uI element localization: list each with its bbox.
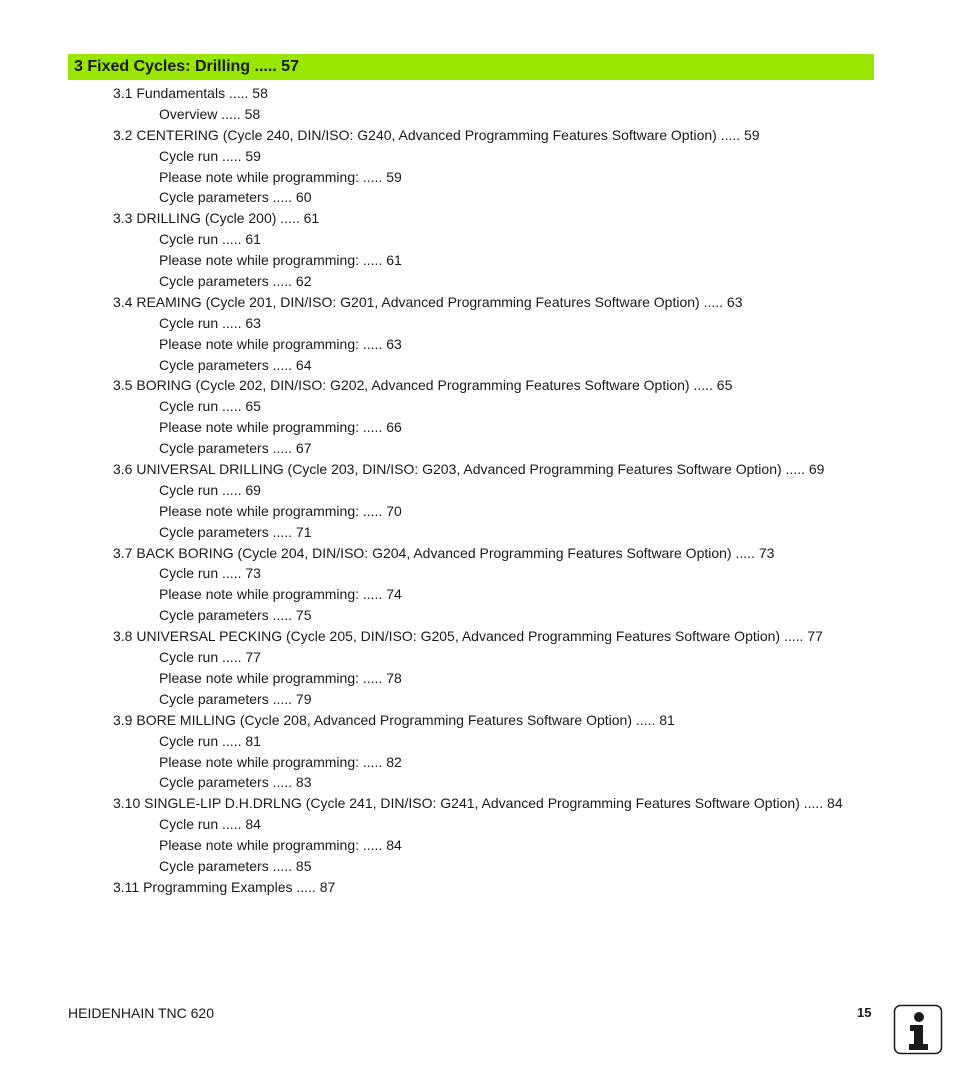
chapter-heading-bar: [68, 54, 874, 80]
toc-subsection-link[interactable]: Please note while programming: ..... 84: [159, 837, 402, 854]
toc-subsection-link[interactable]: Please note while programming: ..... 70: [159, 502, 402, 519]
toc-section-link[interactable]: 3.9 BORE MILLING (Cycle 208, Advanced Programming Features Software Option) ..... 81: [113, 711, 675, 728]
toc-section-link[interactable]: 3.7 BACK BORING (Cycle 204, DIN/ISO: G204, Advanced Programming Features Software Option) ..... 73: [113, 544, 775, 561]
footer-product-name: HEIDENHAIN TNC 620: [68, 1005, 215, 1021]
toc-subsection-link[interactable]: Cycle run ..... 59: [159, 147, 261, 164]
toc-section-link[interactable]: 3.11 Programming Examples ..... 87: [113, 878, 336, 895]
chapter-title[interactable]: 3 Fixed Cycles: Drilling ..... 57: [74, 58, 299, 75]
toc-subsection-link[interactable]: Cycle parameters ..... 75: [159, 607, 312, 624]
toc-subsection-link[interactable]: Please note while programming: ..... 82: [159, 753, 402, 770]
toc-subsection-link[interactable]: Cycle run ..... 84: [159, 816, 261, 833]
toc-section-link[interactable]: 3.5 BORING (Cycle 202, DIN/ISO: G202, Advanced Programming Features Software Option) ..... 65: [113, 377, 733, 394]
toc-section-link[interactable]: 3.4 REAMING (Cycle 201, DIN/ISO: G201, Advanced Programming Features Software Option) ..... 63: [113, 293, 743, 310]
toc-subsection-link[interactable]: Cycle parameters ..... 85: [159, 857, 312, 874]
toc-subsection-link[interactable]: Please note while programming: ..... 63: [159, 335, 402, 352]
info-icon: [893, 1004, 943, 1055]
toc-subsection-link[interactable]: Cycle run ..... 77: [159, 649, 261, 666]
toc-subsection-link[interactable]: Cycle run ..... 69: [159, 481, 261, 498]
toc-subsection-link[interactable]: Please note while programming: ..... 61: [159, 252, 402, 269]
toc-subsection-link[interactable]: Cycle run ..... 65: [159, 398, 261, 415]
toc-section-link[interactable]: 3.8 UNIVERSAL PECKING (Cycle 205, DIN/ISO: G205, Advanced Programming Features Software Option) ..... 77: [113, 628, 823, 645]
toc-subsection-link[interactable]: Cycle parameters ..... 67: [159, 440, 312, 457]
toc-section-link[interactable]: 3.2 CENTERING (Cycle 240, DIN/ISO: G240, Advanced Programming Features Software Option) ..... 59: [113, 126, 760, 143]
page-number: 15: [857, 1005, 872, 1020]
toc-subsection-link[interactable]: Cycle run ..... 81: [159, 732, 261, 749]
toc-subsection-link[interactable]: Cycle parameters ..... 79: [159, 690, 312, 707]
toc-subsection-link[interactable]: Please note while programming: ..... 78: [159, 669, 402, 686]
toc-subsection-link[interactable]: Overview ..... 58: [159, 105, 261, 122]
toc-section-link[interactable]: 3.6 UNIVERSAL DRILLING (Cycle 203, DIN/ISO: G203, Advanced Programming Features Software Option) ..... 69: [113, 461, 825, 478]
toc-subsection-link[interactable]: Cycle parameters ..... 64: [159, 356, 312, 373]
toc-subsection-link[interactable]: Cycle run ..... 63: [159, 314, 261, 331]
toc-section-link[interactable]: 3.1 Fundamentals ..... 58: [113, 85, 268, 101]
toc-subsection-link[interactable]: Cycle parameters ..... 71: [159, 523, 312, 540]
toc-subsection-link[interactable]: Please note while programming: ..... 74: [159, 586, 402, 603]
toc-subsection-link[interactable]: Cycle run ..... 61: [159, 231, 261, 248]
toc-section-link[interactable]: 3.10 SINGLE-LIP D.H.DRLNG (Cycle 241, DIN/ISO: G241, Advanced Programming Features Software Option) ..... 84: [113, 795, 843, 812]
toc-subsection-link[interactable]: Cycle parameters ..... 60: [159, 189, 312, 206]
toc-subsection-link[interactable]: Cycle parameters ..... 62: [159, 273, 312, 290]
toc-section-link[interactable]: 3.3 DRILLING (Cycle 200) ..... 61: [113, 210, 320, 227]
table-of-contents: [0, 83, 954, 898]
toc-subsection-link[interactable]: Please note while programming: ..... 66: [159, 419, 402, 436]
toc-subsection-link[interactable]: Cycle parameters ..... 83: [159, 774, 312, 791]
toc-subsection-link[interactable]: Cycle run ..... 73: [159, 565, 261, 582]
toc-subsection-link[interactable]: Please note while programming: ..... 59: [159, 168, 402, 185]
